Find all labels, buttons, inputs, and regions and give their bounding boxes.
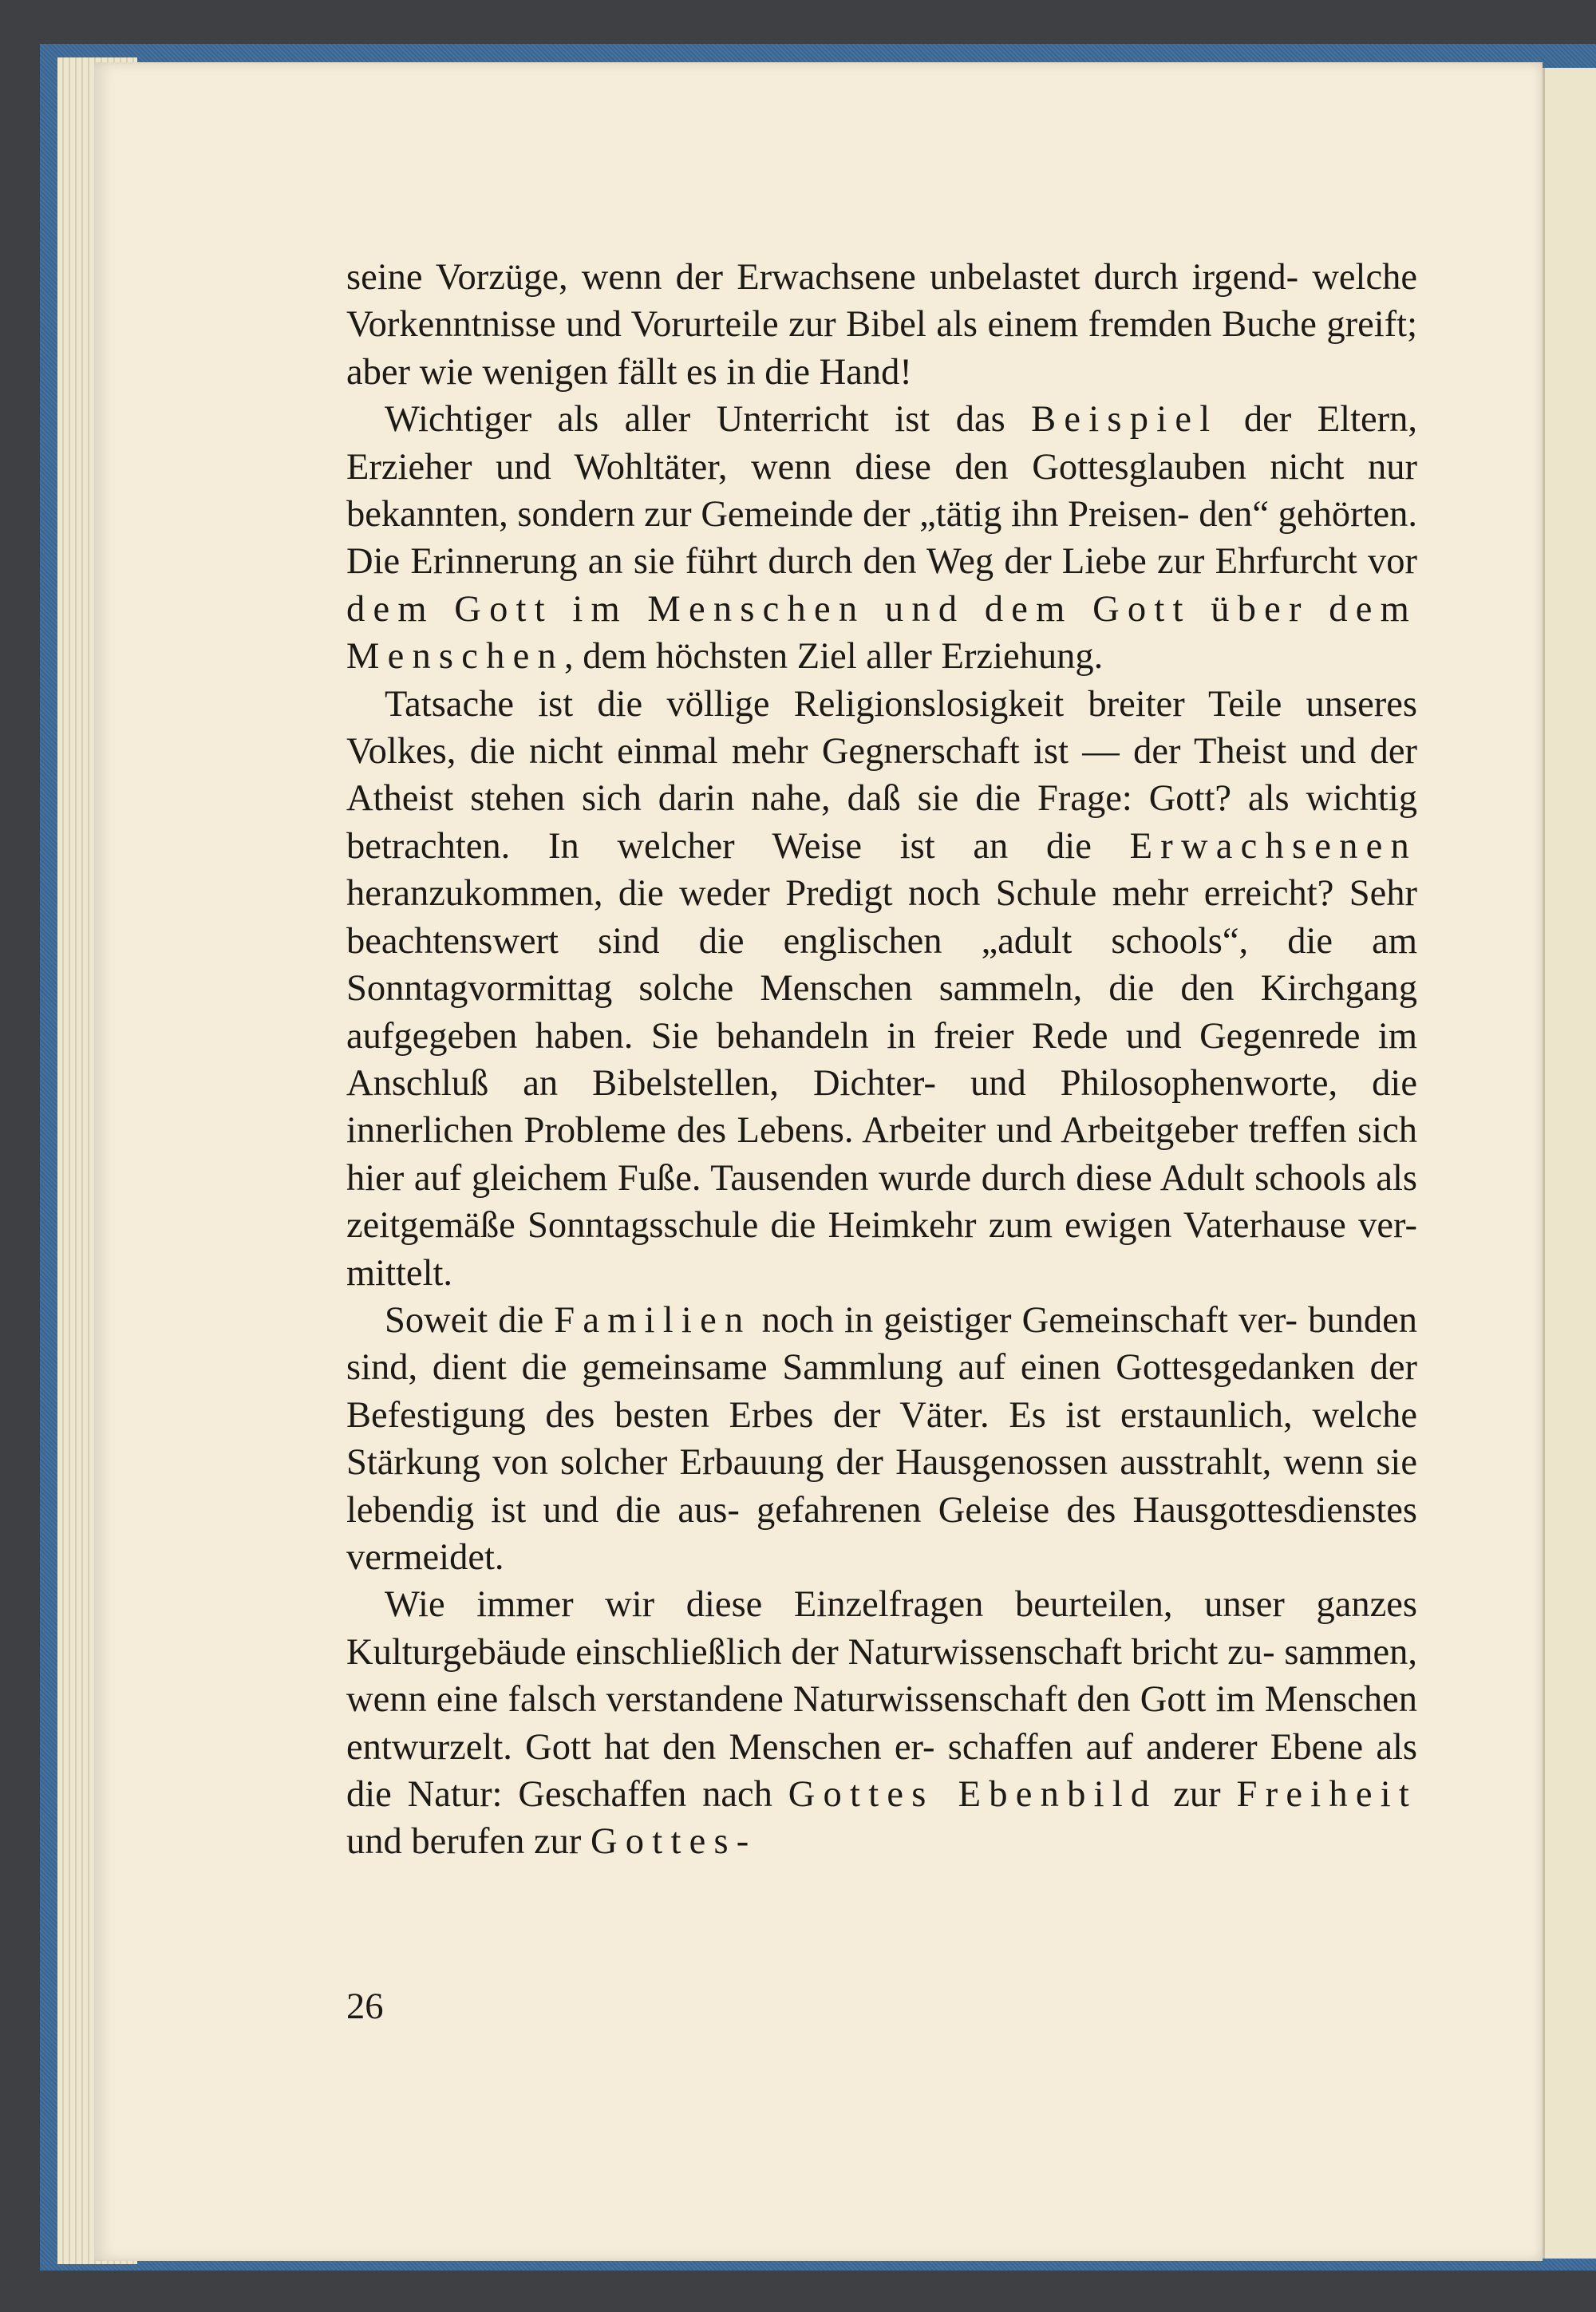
emphasized-text: dem Gott im Menschen und dem Gott über dem Menschen <box>346 588 1417 678</box>
text-run: Tatsache ist die völlige Religionslosigkeit breiter Teile unseres Volkes, die nicht einmal mehr Gegnerschaft ist — der Theist und der Atheist stehen sich darin nahe, daß sie die Frage: Gott? als wichtig betrachten. In welcher Weise ist an die <box>346 683 1417 867</box>
text-run: Wie immer wir diese Einzelfragen beurteilen, unser ganzes Kulturgebäude einschließlich der Naturwissenschaft bricht zu- sammen, wenn eine falsch verstandene Naturwissenschaft den Gott im Menschen entwurzelt. Gott hat den Menschen er- schaffen auf anderer Ebene als die Natur: Geschaffen nach <box>346 1584 1417 1815</box>
text-run: heranzukommen, die weder Predigt noch Schule mehr erreicht? Sehr beachtenswert sind die englischen „adult schools“, die am Sonntagvormittag solche Menschen sammeln, die den Kirchgang aufgegeben haben. Sie behandeln in freier Rede und Gegenrede im Anschluß an Bibelstellen, Dichter- und Philosophenworte, die innerlichen Probleme des Lebens. Arbeiter und Arbeitgeber treffen sich hier auf gleichem Fuße. Tausenden wurde durch diese Adult schools als zeitgemäße Sonntagsschule die Heimkehr zum ewigen Vaterhause ver- mittelt. <box>346 873 1417 1294</box>
text-run: seine Vorzüge, wenn der Erwachsene unbelastet durch irgend- welche Vorkenntnisse und Vorurteile zur Bibel als einem fremden Buche greift; aber wie wenigen fällt es in die Hand! <box>346 257 1417 393</box>
text-run: zur <box>1157 1774 1237 1815</box>
body-text <box>346 254 1417 1866</box>
emphasized-text: Beispiel <box>1031 399 1219 441</box>
text-run: , dem höchsten Ziel aller Erziehung. <box>563 636 1104 678</box>
text-run: noch in geistiger Gemeinschaft ver- bunden sind, dient die gemeinsame Sammlung auf einen Gottesgedanken der Befestigung des besten Erbes der Väter. Es ist erstaunlich, welche Stärkung von solcher Erbauung der Hausgenossen ausstrahlt, wenn sie lebendig ist und die aus- gefahrenen Geleise des Hausgottesdienstes vermeidet. <box>346 1299 1417 1578</box>
text-run: der Eltern, Erzieher und Wohltäter, wenn diese den Gottesglauben nicht nur bekannten, sondern zur Gemeinde der „tätig ihn Preisen- den“ gehörten. Die Erinnerung an sie führt durch den Weg der Liebe zur Ehrfurcht vor <box>346 399 1417 583</box>
emphasized-text: Familien <box>554 1299 752 1341</box>
emphasized-text: Gottes- <box>591 1821 757 1863</box>
paragraph <box>346 254 1417 396</box>
emphasized-text: Gottes Ebenbild <box>788 1774 1158 1815</box>
emphasized-text: Erwachsenen <box>1129 825 1417 867</box>
paragraph <box>346 1297 1417 1581</box>
page-number: 26 <box>346 1986 384 2027</box>
facing-page-edge <box>1543 68 1596 2259</box>
emphasized-text: Freiheit <box>1236 1774 1417 1815</box>
text-run: Soweit die <box>385 1299 555 1341</box>
text-run: Wichtiger als aller Unterricht ist das <box>385 399 1032 441</box>
text-run: und berufen zur <box>346 1821 591 1863</box>
paragraph <box>346 1581 1417 1865</box>
paragraph <box>346 681 1417 1297</box>
paragraph <box>346 396 1417 680</box>
